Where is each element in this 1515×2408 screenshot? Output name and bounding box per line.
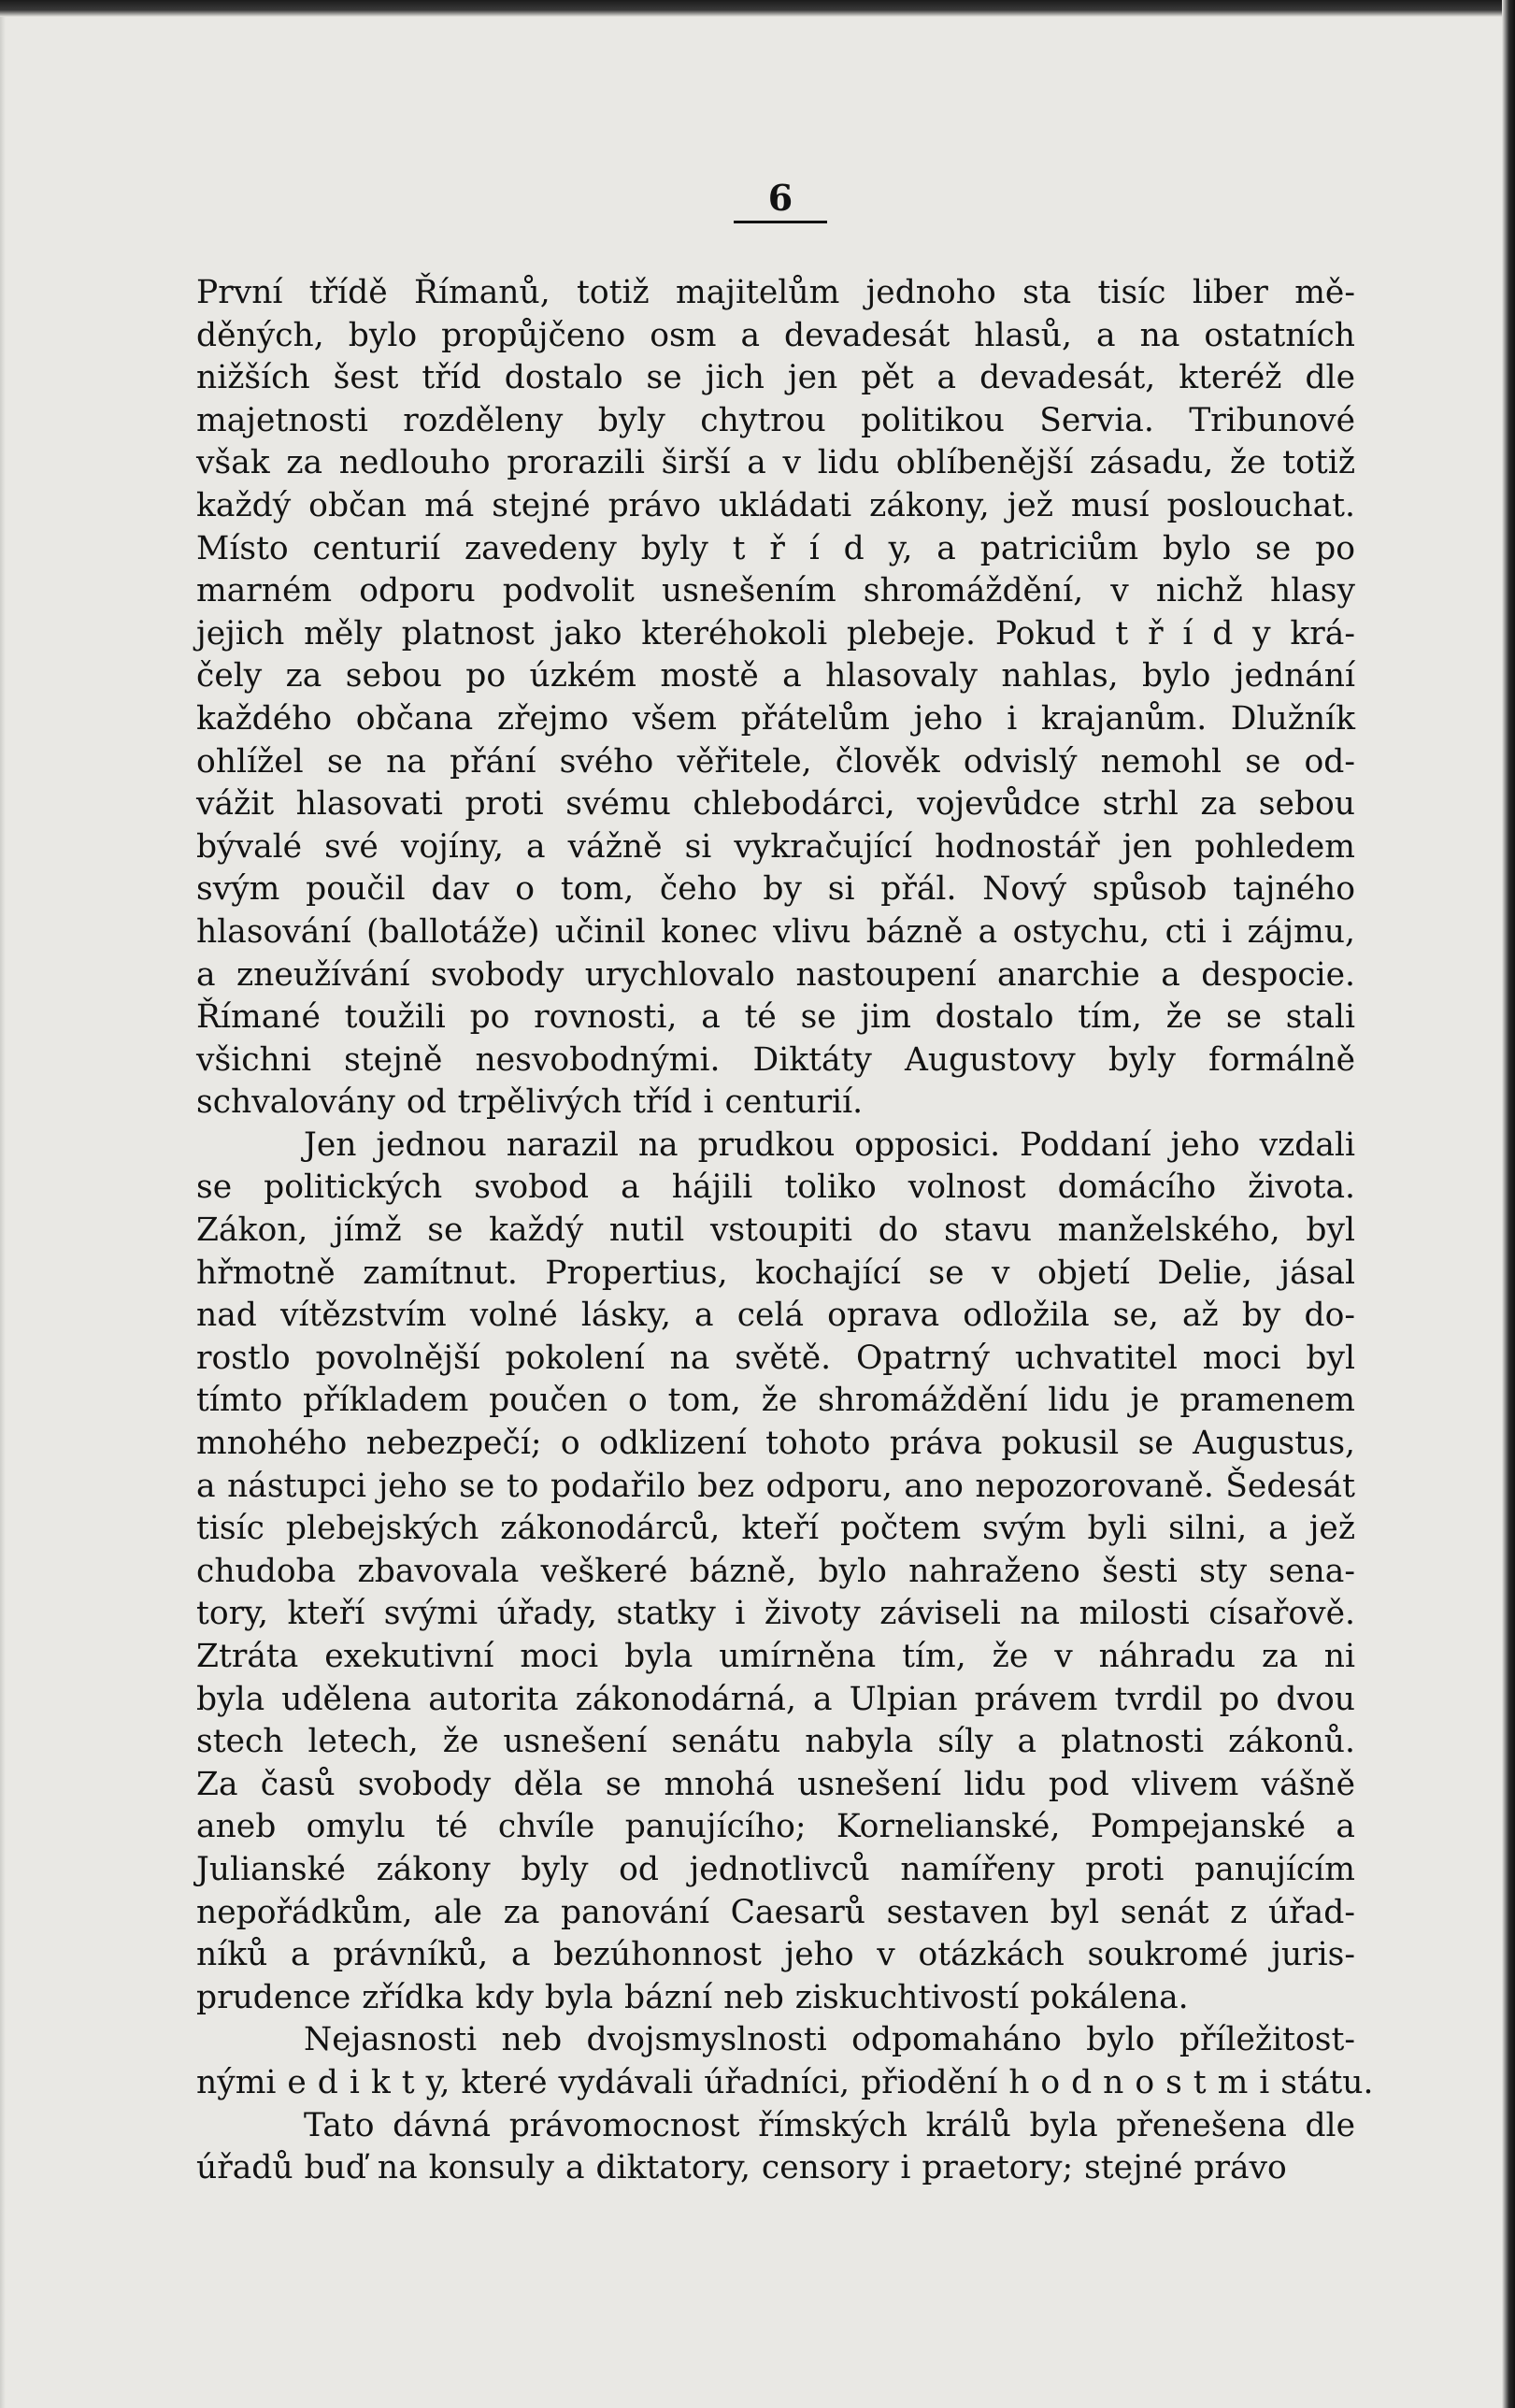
text-line: hřmotně zamítnut. Propertius, kochající se v objetí Delie, jásal <box>196 1254 1355 1292</box>
text-line: marném odporu podvolit usnešením shromáždění, v nichž hlasy <box>196 572 1355 610</box>
text-line: Římané toužili po rovnosti, a té se jim dostalo tím, že se stali <box>196 998 1355 1037</box>
text-line: každého občana zřejmo všem přátelům jeho i krajanům. Dlužník <box>196 699 1355 738</box>
text-line: majetnosti rozděleny byly chytrou politikou Servia. Tribunové <box>196 401 1355 439</box>
text-line: hlasování (ballotáže) učinil konec vlivu bázně a ostychu, cti i zájmu, <box>196 912 1355 951</box>
text-line: stech letech, že usnešení senátu nabyla síly a platnosti zákonů. <box>196 1723 1355 1761</box>
text-line: rostlo povolnější pokolení na světě. Opatrný uchvatitel moci byl <box>196 1339 1355 1377</box>
text-line: aneb omylu té chvíle panujícího; Kornelianské, Pompejanské a <box>196 1808 1355 1846</box>
body-text <box>196 272 1374 2190</box>
paragraph-2 <box>196 1125 1355 2019</box>
text-line: se politických svobod a hájili toliko volnost domácího života. <box>196 1168 1355 1207</box>
text-line: níků a právníků, a bezúhonnost jeho v otázkách soukromé juris- <box>196 1936 1355 1974</box>
text-line: nými e d i k t y, které vydávali úřadníci, přiodění h o d n o s t m i státu. <box>196 2063 1374 2101</box>
text-line: prudence zřídka kdy byla bázní neb ziskuchtivostí pokálena. <box>196 1978 1189 2016</box>
text-line: mnohého nebezpečí; o odklizení tohoto práva pokusil se Augustus, <box>196 1425 1355 1463</box>
text-line: tímto příkladem poučen o tom, že shromáždění lidu je pramenem <box>196 1382 1355 1420</box>
text-line: jejich měly platnost jako kteréhokoli plebeje. Pokud t ř í d y krá- <box>196 614 1355 652</box>
text-line: chudoba zbavovala veškeré bázně, bylo nahraženo šesti sty sena- <box>196 1552 1355 1590</box>
text-line: nad vítězstvím volné lásky, a celá oprava odložila se, až by do- <box>196 1297 1355 1335</box>
text-line: svým poučil dav o tom, čeho by si přál. Nový spůsob tajného <box>196 870 1355 909</box>
scan-left-edge <box>0 0 6 2408</box>
text-line: schvalovány od trpělivých tříd i centurií. <box>196 1083 864 1122</box>
page-number: 6 <box>734 178 827 223</box>
text-line: tory, kteří svými úřady, statky i životy záviseli na milosti císařově. <box>196 1595 1355 1633</box>
text-line: vážit hlasovati proti svému chlebodárci, vojevůdce strhl za sebou <box>196 785 1355 824</box>
text-line: Za časů svobody děla se mnohá usnešení lidu pod vlivem vášně <box>196 1765 1355 1803</box>
text-line: ohlížel se na přání svého věřitele, člověk odvislý nemohl se od- <box>196 742 1355 781</box>
paragraph-3 <box>196 2019 1374 2104</box>
text-line: všichni stejně nesvobodnými. Diktáty Augustovy byly formálně <box>196 1040 1355 1079</box>
scan-top-edge <box>0 0 1515 17</box>
text-line: a nástupci jeho se to podařilo bez odporu, ano nepozorovaně. Šedesát <box>196 1467 1355 1505</box>
text-line: tisíc plebejských zákonodárců, kteří počtem svým byli silni, a jež <box>196 1510 1355 1548</box>
text-line: a zneužívání svobody urychlovalo nastoupení anarchie a despocie. <box>196 955 1355 994</box>
text-line: úřadů buď na konsuly a diktatory, censory i praetory; stejné právo <box>196 2149 1287 2187</box>
text-line: Místo centurií zavedeny byly t ř í d y, a patriciům bylo se po <box>196 529 1355 567</box>
text-line: Tato dávná právomocnost římských králů byla přenešena dle <box>304 2106 1355 2144</box>
text-line: Ztráta exekutivní moci byla umírněna tím, že v náhradu za ni <box>196 1638 1355 1675</box>
text-line: nižších šest tříd dostalo se jich jen pět a devadesát, kteréž dle <box>196 359 1355 397</box>
text-line: Nejasnosti neb dvojsmyslnosti odpomaháno bylo příležitost- <box>304 2021 1355 2059</box>
text-line: čely za sebou po úzkém mostě a hlasovaly nahlas, bylo jednání <box>196 657 1355 695</box>
text-line: každý občan má stejné právo ukládati zákony, jež musí poslouchat. <box>196 486 1355 524</box>
text-line: však za nedlouho prorazili širší a v lidu oblíbenější zásadu, že totiž <box>196 444 1355 482</box>
text-line: První třídě Římanů, totiž majitelům jednoho sta tisíc liber mě- <box>196 274 1355 311</box>
text-line: byla udělena autorita zákonodárná, a Ulpian právem tvrdil po dvou <box>196 1680 1355 1718</box>
scan-right-edge <box>1502 0 1515 2408</box>
paragraph-1 <box>196 272 1355 1125</box>
document-page <box>196 177 1374 2190</box>
text-line: Jen jednou narazil na prudkou opposici. Poddaní jeho vzdali <box>304 1125 1355 1164</box>
paragraph-4 <box>196 2105 1355 2190</box>
text-line: bývalé své vojíny, a vážně si vykračující hodnostář jen pohledem <box>196 827 1355 866</box>
text-line: Zákon, jímž se každý nutil vstoupiti do stavu manželského, byl <box>196 1211 1355 1250</box>
text-line: děných, bylo propůjčeno osm a devadesát hlasů, a na ostatních <box>196 316 1355 354</box>
text-line: Julianské zákony byly od jednotlivců namířeny proti panujícím <box>196 1850 1355 1888</box>
text-line: nepořádkům, ale za panování Caesarů sestaven byl senát z úřad- <box>196 1893 1355 1931</box>
